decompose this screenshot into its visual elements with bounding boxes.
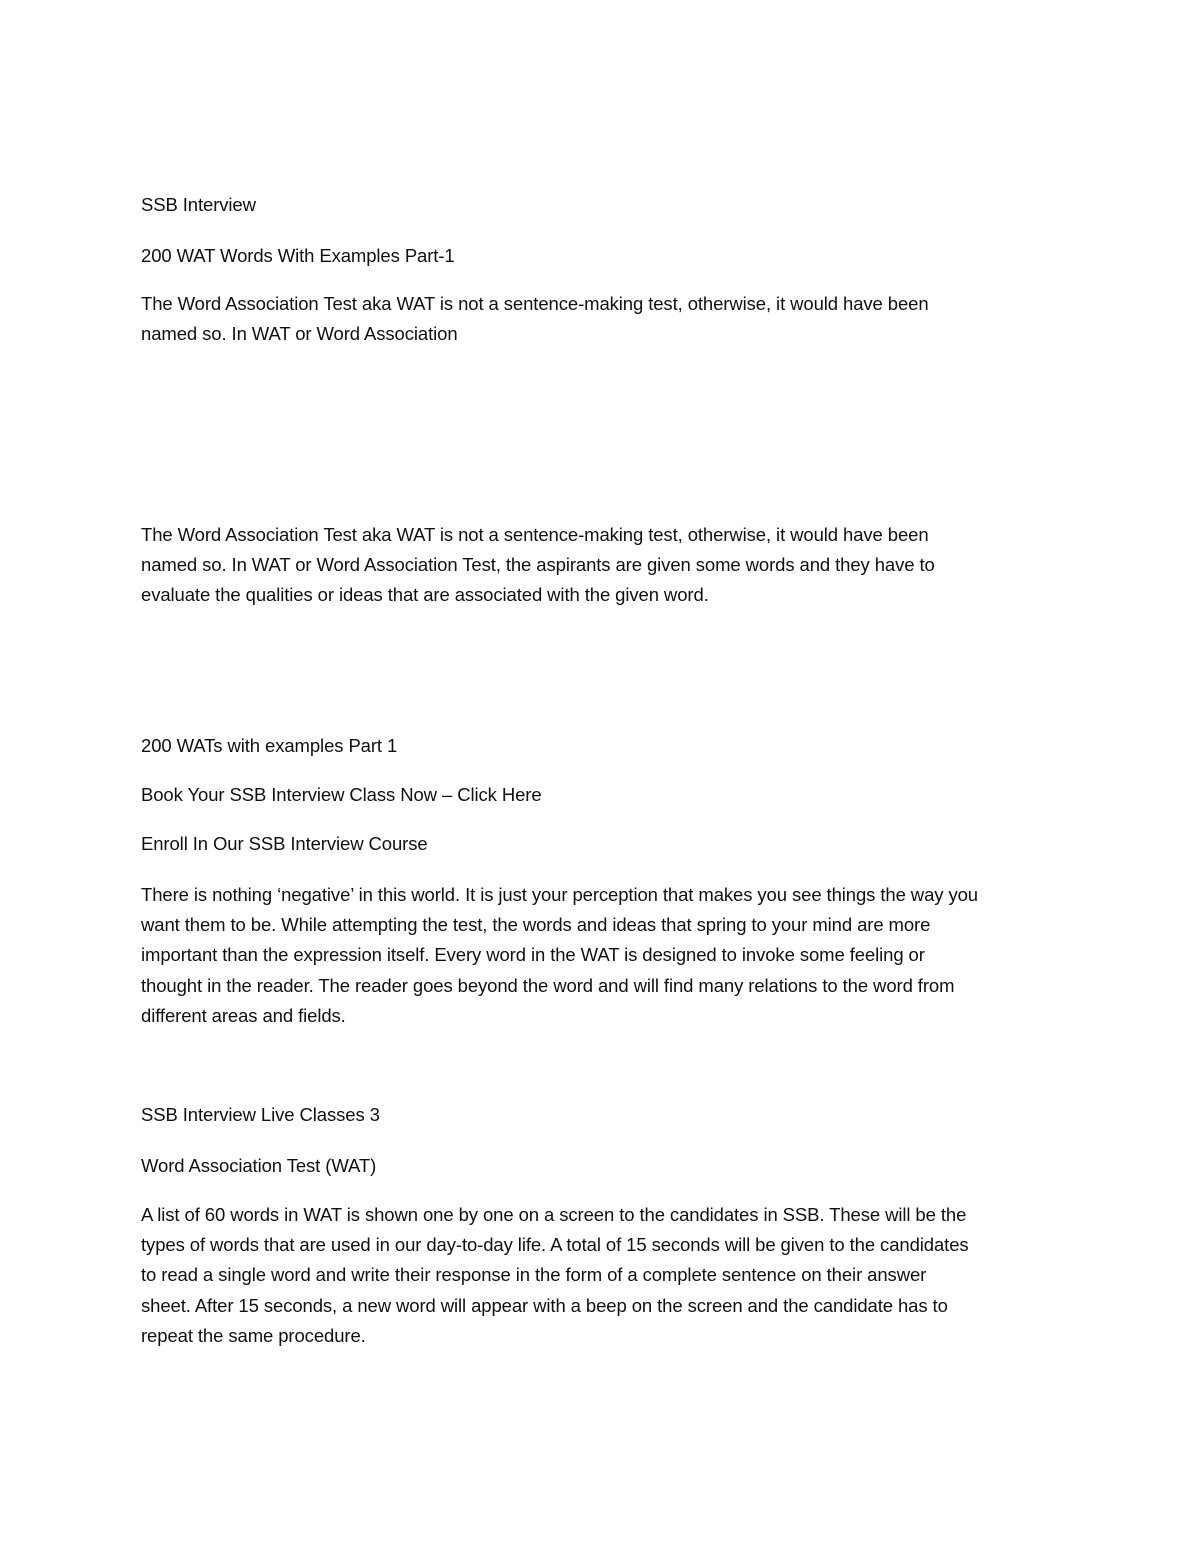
section-heading: 200 WATs with examples Part 1 bbox=[141, 735, 398, 756]
text-line: sheet. After 15 seconds, a new word will appear with a beep on the screen and the candidate has to bbox=[141, 1294, 948, 1316]
document-heading: SSB Interview bbox=[141, 194, 256, 215]
text-line: evaluate the qualities or ideas that are associated with the given word. bbox=[141, 584, 709, 606]
text-line: The Word Association Test aka WAT is not a sentence-making test, otherwise, it would have been bbox=[141, 524, 929, 545]
section-heading: Word Association Test (WAT) bbox=[141, 1155, 377, 1176]
body-paragraph bbox=[141, 1200, 1061, 1351]
text-line: thought in the reader. The reader goes beyond the word and will find many relations to the word from bbox=[141, 974, 955, 996]
text-line: named so. In WAT or Word Association Test, the aspirants are given some words and they have to bbox=[141, 554, 935, 576]
text-line: types of words that are used in our day-to-day life. A total of 15 seconds will be given to the candidates bbox=[141, 1234, 969, 1256]
text-line: want them to be. While attempting the test, the words and ideas that spring to your mind are more bbox=[141, 914, 931, 936]
text-line: to read a single word and write their response in the form of a complete sentence on their answer bbox=[141, 1264, 927, 1286]
text-line: different areas and fields. bbox=[141, 1004, 346, 1026]
text-line: A list of 60 words in WAT is shown one by one on a screen to the candidates in SSB. These will be the bbox=[141, 1204, 967, 1225]
article-title: 200 WAT Words With Examples Part-1 bbox=[141, 245, 455, 266]
intro-paragraph-full bbox=[141, 520, 1061, 611]
intro-paragraph-short bbox=[141, 289, 1061, 349]
text-line: repeat the same procedure. bbox=[141, 1324, 366, 1346]
text-line: The Word Association Test aka WAT is not a sentence-making test, otherwise, it would have been bbox=[141, 293, 929, 314]
book-class-link[interactable]: Book Your SSB Interview Class Now – Click Here bbox=[141, 784, 542, 805]
text-line: There is nothing ‘negative’ in this world. It is just your perception that makes you see things the way you bbox=[141, 884, 978, 905]
enroll-course-link[interactable]: Enroll In Our SSB Interview Course bbox=[141, 833, 428, 854]
text-line: named so. In WAT or Word Association bbox=[141, 323, 458, 345]
section-heading: SSB Interview Live Classes 3 bbox=[141, 1104, 380, 1125]
body-paragraph bbox=[141, 880, 1061, 1031]
text-line: important than the expression itself. Every word in the WAT is designed to invoke some feeling or bbox=[141, 944, 925, 966]
